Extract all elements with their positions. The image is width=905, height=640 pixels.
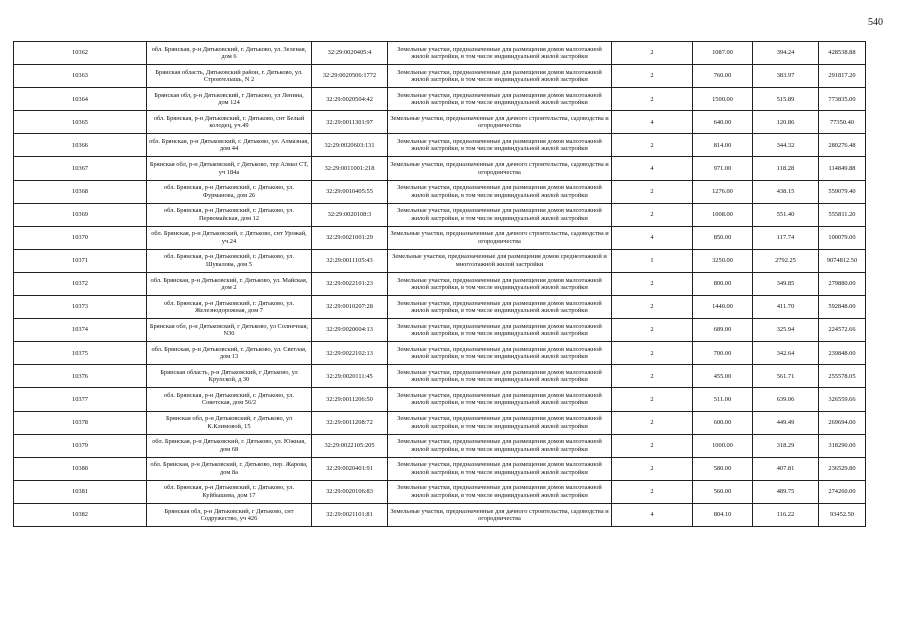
- address-cell: Брянская область, Дятьковский район, г. Дятьково, ул. Строителышь, N 2: [147, 65, 312, 88]
- address-cell: обл. Брянская, р-н Дятьковский, г. Дятьково, ул. Железнодорожная, дом 7: [147, 296, 312, 319]
- cadastral-number-cell: 32:29:0022102:13: [312, 342, 388, 365]
- table-body: [14, 42, 866, 527]
- group-cell: 2: [612, 411, 693, 434]
- table-row: [14, 388, 866, 411]
- row-number-cell: 10366: [14, 134, 147, 157]
- row-number-cell: 10371: [14, 249, 147, 272]
- area-cell: 1087.00: [693, 42, 753, 65]
- specific-value-cell: 639.06: [753, 388, 819, 411]
- land-use-cell: Земельные участки, предназначенные для размещения домов малоэтажной жилой застройки, в том числе индивидуальной жилой застройки: [388, 134, 612, 157]
- group-cell: 2: [612, 388, 693, 411]
- cadastral-value-cell: 239848.00: [819, 342, 866, 365]
- table-row: [14, 180, 866, 203]
- cadastral-value-cell: 274260.00: [819, 480, 866, 503]
- land-use-cell: Земельные участки, предназначенные для размещения домов малоэтажной жилой застройки, в том числе индивидуальной жилой застройки: [388, 457, 612, 480]
- table-row: [14, 319, 866, 342]
- cadastral-number-cell: 32:29:0020506:1772: [312, 65, 388, 88]
- cadastral-value-cell: 291817.20: [819, 65, 866, 88]
- land-use-cell: Земельные участки, предназначенные для размещения домов малоэтажной жилой застройки, в том числе индивидуальной жилой застройки: [388, 434, 612, 457]
- address-cell: Брянская область, р-н Дятьковский, г Дятьково, ул Крупской, д 30: [147, 365, 312, 388]
- land-use-cell: Земельные участки, предназначенные для размещения домов малоэтажной жилой застройки, в том числе индивидуальной жилой застройки: [388, 203, 612, 226]
- address-cell: обл. Брянская, р-н Дятьковский, г. Дятьково, ул. Фурмановa, дом 26: [147, 180, 312, 203]
- area-cell: 1276.00: [693, 180, 753, 203]
- group-cell: 2: [612, 365, 693, 388]
- address-cell: обл. Брянская, р-н Дятьковский, г. Дятьково, ул. Шувалова, дом 5: [147, 249, 312, 272]
- row-number-cell: 10373: [14, 296, 147, 319]
- row-number-cell: 10368: [14, 180, 147, 203]
- specific-value-cell: 383.97: [753, 65, 819, 88]
- area-cell: 455.00: [693, 365, 753, 388]
- row-number-cell: 10372: [14, 272, 147, 295]
- cadastral-value-cell: 77350.40: [819, 111, 866, 134]
- cadastral-value-cell: 93452.50: [819, 503, 866, 526]
- cadastral-value-cell: 318290.00: [819, 434, 866, 457]
- group-cell: 2: [612, 272, 693, 295]
- table-row: [14, 249, 866, 272]
- area-cell: 640.00: [693, 111, 753, 134]
- table-row: [14, 203, 866, 226]
- group-cell: 1: [612, 249, 693, 272]
- specific-value-cell: 515.89: [753, 88, 819, 111]
- specific-value-cell: 449.49: [753, 411, 819, 434]
- address-cell: Брянская обл, р-н Дятьковский, г Дятьково, ул Ленина, дом 124: [147, 88, 312, 111]
- group-cell: 2: [612, 203, 693, 226]
- row-number-cell: 10379: [14, 434, 147, 457]
- cadastral-value-cell: 428538.88: [819, 42, 866, 65]
- cadastral-number-cell: 32:29:0010405:55: [312, 180, 388, 203]
- area-cell: 800.00: [693, 272, 753, 295]
- row-number-cell: 10375: [14, 342, 147, 365]
- row-number-cell: 10378: [14, 411, 147, 434]
- cadastral-number-cell: 32:29:0011206:50: [312, 388, 388, 411]
- area-cell: 3250.00: [693, 249, 753, 272]
- row-number-cell: 10370: [14, 226, 147, 249]
- cadastral-number-cell: 32:29:0011208:72: [312, 411, 388, 434]
- group-cell: 2: [612, 457, 693, 480]
- specific-value-cell: 318.29: [753, 434, 819, 457]
- cadastral-number-cell: 32:29:0020603:131: [312, 134, 388, 157]
- area-cell: 689.00: [693, 319, 753, 342]
- row-number-cell: 10380: [14, 457, 147, 480]
- cadastral-number-cell: 32:29:0011105:43: [312, 249, 388, 272]
- cadastral-number-cell: 32:29:0020111:45: [312, 365, 388, 388]
- group-cell: 2: [612, 434, 693, 457]
- table-row: [14, 88, 866, 111]
- specific-value-cell: 118.28: [753, 157, 819, 180]
- cadastral-number-cell: 32:29:0011001:218: [312, 157, 388, 180]
- row-number-cell: 10363: [14, 65, 147, 88]
- specific-value-cell: 344.32: [753, 134, 819, 157]
- table-row: [14, 42, 866, 65]
- cadastral-value-cell: 224572.66: [819, 319, 866, 342]
- table-row: [14, 457, 866, 480]
- cadastral-number-cell: 32:29:0021101:81: [312, 503, 388, 526]
- address-cell: обл. Брянская, р-н Дятьковский, г. Дятьково, ул. Советская, дом 56/2: [147, 388, 312, 411]
- cadastral-value-cell: 236529.80: [819, 457, 866, 480]
- cadastral-value-cell: 326559.66: [819, 388, 866, 411]
- area-cell: 560.00: [693, 480, 753, 503]
- specific-value-cell: 120.86: [753, 111, 819, 134]
- table-row: [14, 272, 866, 295]
- group-cell: 2: [612, 65, 693, 88]
- row-number-cell: 10374: [14, 319, 147, 342]
- area-cell: 971.00: [693, 157, 753, 180]
- address-cell: обл. Брянская, р-н Дятьковский, г. Дятьково, пер. Жарова, дом 8а: [147, 457, 312, 480]
- page-number: 540: [868, 17, 883, 28]
- cadastral-number-cell: 32:29:0020405:4: [312, 42, 388, 65]
- address-cell: обл. Брянская, р-н Дятьковский, г. Дятьково, снт Урожай, уч.24: [147, 226, 312, 249]
- land-use-cell: Земельные участки, предназначенные для дачного строительства, садоводства и огородничества: [388, 503, 612, 526]
- group-cell: 2: [612, 319, 693, 342]
- area-cell: 700.00: [693, 342, 753, 365]
- cadastral-number-cell: 32:29:0011301:97: [312, 111, 388, 134]
- land-use-cell: Земельные участки, предназначенные для размещения домов малоэтажной жилой застройки, в том числе индивидуальной жилой застройки: [388, 180, 612, 203]
- group-cell: 4: [612, 503, 693, 526]
- address-cell: обл. Брянская, р-н Дятьковский, г. Дятьково, ул. Южная, дом 68: [147, 434, 312, 457]
- land-use-cell: Земельные участки, предназначенные для размещения домов малоэтажной жилой застройки, в том числе индивидуальной жилой застройки: [388, 365, 612, 388]
- row-number-cell: 10376: [14, 365, 147, 388]
- area-cell: 1000.00: [693, 434, 753, 457]
- group-cell: 2: [612, 180, 693, 203]
- land-use-cell: Земельные участки, предназначенные для размещения домов малоэтажной жилой застройки, в том числе индивидуальной жилой застройки: [388, 388, 612, 411]
- area-cell: 804.10: [693, 503, 753, 526]
- specific-value-cell: 349.85: [753, 272, 819, 295]
- table-row: [14, 434, 866, 457]
- specific-value-cell: 411.70: [753, 296, 819, 319]
- cadastral-value-cell: 279880.00: [819, 272, 866, 295]
- cadastral-value-cell: 114849.88: [819, 157, 866, 180]
- cadastral-number-cell: 32:29:0022105:205: [312, 434, 388, 457]
- cadastral-number-cell: 32:29:0020401:91: [312, 457, 388, 480]
- land-use-cell: Земельные участки, предназначенные для размещения домов малоэтажной жилой застройки, в том числе индивидуальной жилой застройки: [388, 42, 612, 65]
- address-cell: обл. Брянская, р-н Дятьковский, г. Дятьково, снт Белый колодец, уч.49: [147, 111, 312, 134]
- land-use-cell: Земельные участки, предназначенные для размещения домов малоэтажной жилой застройки, в том числе индивидуальной жилой застройки: [388, 411, 612, 434]
- land-use-cell: Земельные участки, предназначенные для размещения домов малоэтажной жилой застройки, в том числе индивидуальной жилой застройки: [388, 88, 612, 111]
- row-number-cell: 10369: [14, 203, 147, 226]
- group-cell: 2: [612, 342, 693, 365]
- specific-value-cell: 561.71: [753, 365, 819, 388]
- land-use-cell: Земельные участки, предназначенные для размещения домов малоэтажной жилой застройки, в том числе индивидуальной жилой застройки: [388, 319, 612, 342]
- address-cell: обл. Брянская, р-н Дятьковский, г. Дятьково, ул. Светлая, дом 13: [147, 342, 312, 365]
- area-cell: 760.00: [693, 65, 753, 88]
- row-number-cell: 10381: [14, 480, 147, 503]
- address-cell: Брянская обл, р-н Дятьковский, г Дятьково, ул К.Климовой, 15: [147, 411, 312, 434]
- table-row: [14, 296, 866, 319]
- land-use-cell: Земельные участки, предназначенные для размещения домов малоэтажной жилой застройки, в том числе индивидуальной жилой застройки: [388, 272, 612, 295]
- specific-value-cell: 438.15: [753, 180, 819, 203]
- land-use-cell: Земельные участки, предназначенные для дачного строительства, садоводства и огородничества: [388, 157, 612, 180]
- cadastral-value-cell: 592848.00: [819, 296, 866, 319]
- row-number-cell: 10367: [14, 157, 147, 180]
- land-use-cell: Земельные участки, предназначенные для размещения домов малоэтажной жилой застройки, в том числе индивидуальной жилой застройки: [388, 342, 612, 365]
- cadastral-value-cell: 9074812.50: [819, 249, 866, 272]
- specific-value-cell: 394.24: [753, 42, 819, 65]
- specific-value-cell: 551.40: [753, 203, 819, 226]
- area-cell: 1008.00: [693, 203, 753, 226]
- cadastral-value-cell: 269694.00: [819, 411, 866, 434]
- address-cell: обл. Брянская, р-н Дятьковский, г. Дятьково, ул. Первомайская, дом 12: [147, 203, 312, 226]
- area-cell: 1440.00: [693, 296, 753, 319]
- cadastral-value-cell: 773835.00: [819, 88, 866, 111]
- address-cell: обл. Брянская, р-н Дятьковский, г. Дятьково, ул. Алмазная, дом 44: [147, 134, 312, 157]
- cadastral-number-cell: 32:29:0010207:28: [312, 296, 388, 319]
- cadastral-registry-table: [13, 41, 866, 527]
- cadastral-value-cell: 555811.20: [819, 203, 866, 226]
- cadastral-number-cell: 32:29:0021001:29: [312, 226, 388, 249]
- address-cell: обл. Брянская, р-н Дятьковский, г. Дятьково, ул. Зеленая, дом 6: [147, 42, 312, 65]
- area-cell: 850.00: [693, 226, 753, 249]
- group-cell: 2: [612, 480, 693, 503]
- area-cell: 814.00: [693, 134, 753, 157]
- row-number-cell: 10377: [14, 388, 147, 411]
- cadastral-number-cell: 32:29:0020108:3: [312, 203, 388, 226]
- address-cell: обл. Брянская, р-н Дятьковский, г. Дятьково, ул. Майская, дом 2: [147, 272, 312, 295]
- row-number-cell: 10362: [14, 42, 147, 65]
- group-cell: 4: [612, 226, 693, 249]
- group-cell: 2: [612, 42, 693, 65]
- specific-value-cell: 342.64: [753, 342, 819, 365]
- address-cell: Брянская обл, р-н Дятьковский, г Дятьково, тер Алмаз СТ, уч 184а: [147, 157, 312, 180]
- area-cell: 580.00: [693, 457, 753, 480]
- group-cell: 2: [612, 134, 693, 157]
- group-cell: 2: [612, 88, 693, 111]
- cadastral-value-cell: 255578.05: [819, 365, 866, 388]
- group-cell: 4: [612, 111, 693, 134]
- table-row: [14, 342, 866, 365]
- specific-value-cell: 116.22: [753, 503, 819, 526]
- area-cell: 600.00: [693, 411, 753, 434]
- table-row: [14, 365, 866, 388]
- land-use-cell: Земельные участки, предназначенные для размещения домов среднеэтажной и многоэтажной жилой застройки: [388, 249, 612, 272]
- land-use-cell: Земельные участки, предназначенные для размещения домов малоэтажной жилой застройки, в том числе индивидуальной жилой застройки: [388, 480, 612, 503]
- area-cell: 511.00: [693, 388, 753, 411]
- land-use-cell: Земельные участки, предназначенные для дачного строительства, садоводства и огородничества: [388, 226, 612, 249]
- specific-value-cell: 2792.25: [753, 249, 819, 272]
- row-number-cell: 10364: [14, 88, 147, 111]
- row-number-cell: 10365: [14, 111, 147, 134]
- cadastral-value-cell: 559079.40: [819, 180, 866, 203]
- specific-value-cell: 117.74: [753, 226, 819, 249]
- address-cell: Брянская обл, р-н Дятьковский, г Дятьково, ул Солнечная, N30: [147, 319, 312, 342]
- table-row: [14, 503, 866, 526]
- land-use-cell: Земельные участки, предназначенные для размещения домов малоэтажной жилой застройки, в том числе индивидуальной жилой застройки: [388, 65, 612, 88]
- table-row: [14, 480, 866, 503]
- land-use-cell: Земельные участки, предназначенные для дачного строительства, садоводства и огородничества: [388, 111, 612, 134]
- table-row: [14, 411, 866, 434]
- table-row: [14, 157, 866, 180]
- group-cell: 2: [612, 296, 693, 319]
- specific-value-cell: 325.94: [753, 319, 819, 342]
- specific-value-cell: 407.81: [753, 457, 819, 480]
- table-row: [14, 65, 866, 88]
- land-use-cell: Земельные участки, предназначенные для размещения домов малоэтажной жилой застройки, в том числе индивидуальной жилой застройки: [388, 296, 612, 319]
- address-cell: обл. Брянская, р-н Дятьковский, г. Дятьково, ул. Куйбышева, дом 17: [147, 480, 312, 503]
- cadastral-number-cell: 32:29:0020604:13: [312, 319, 388, 342]
- row-number-cell: 10382: [14, 503, 147, 526]
- table-row: [14, 226, 866, 249]
- area-cell: 1500.00: [693, 88, 753, 111]
- table-row: [14, 134, 866, 157]
- cadastral-number-cell: 32:29:0020504:42: [312, 88, 388, 111]
- cadastral-value-cell: 100079.00: [819, 226, 866, 249]
- group-cell: 4: [612, 157, 693, 180]
- cadastral-value-cell: 280276.48: [819, 134, 866, 157]
- specific-value-cell: 489.75: [753, 480, 819, 503]
- cadastral-number-cell: 32:29:0020106:83: [312, 480, 388, 503]
- table-row: [14, 111, 866, 134]
- address-cell: Брянская обл, р-н Дятьковский, г Дятьково, снт Содружество, уч 426: [147, 503, 312, 526]
- cadastral-number-cell: 32:29:0022101:23: [312, 272, 388, 295]
